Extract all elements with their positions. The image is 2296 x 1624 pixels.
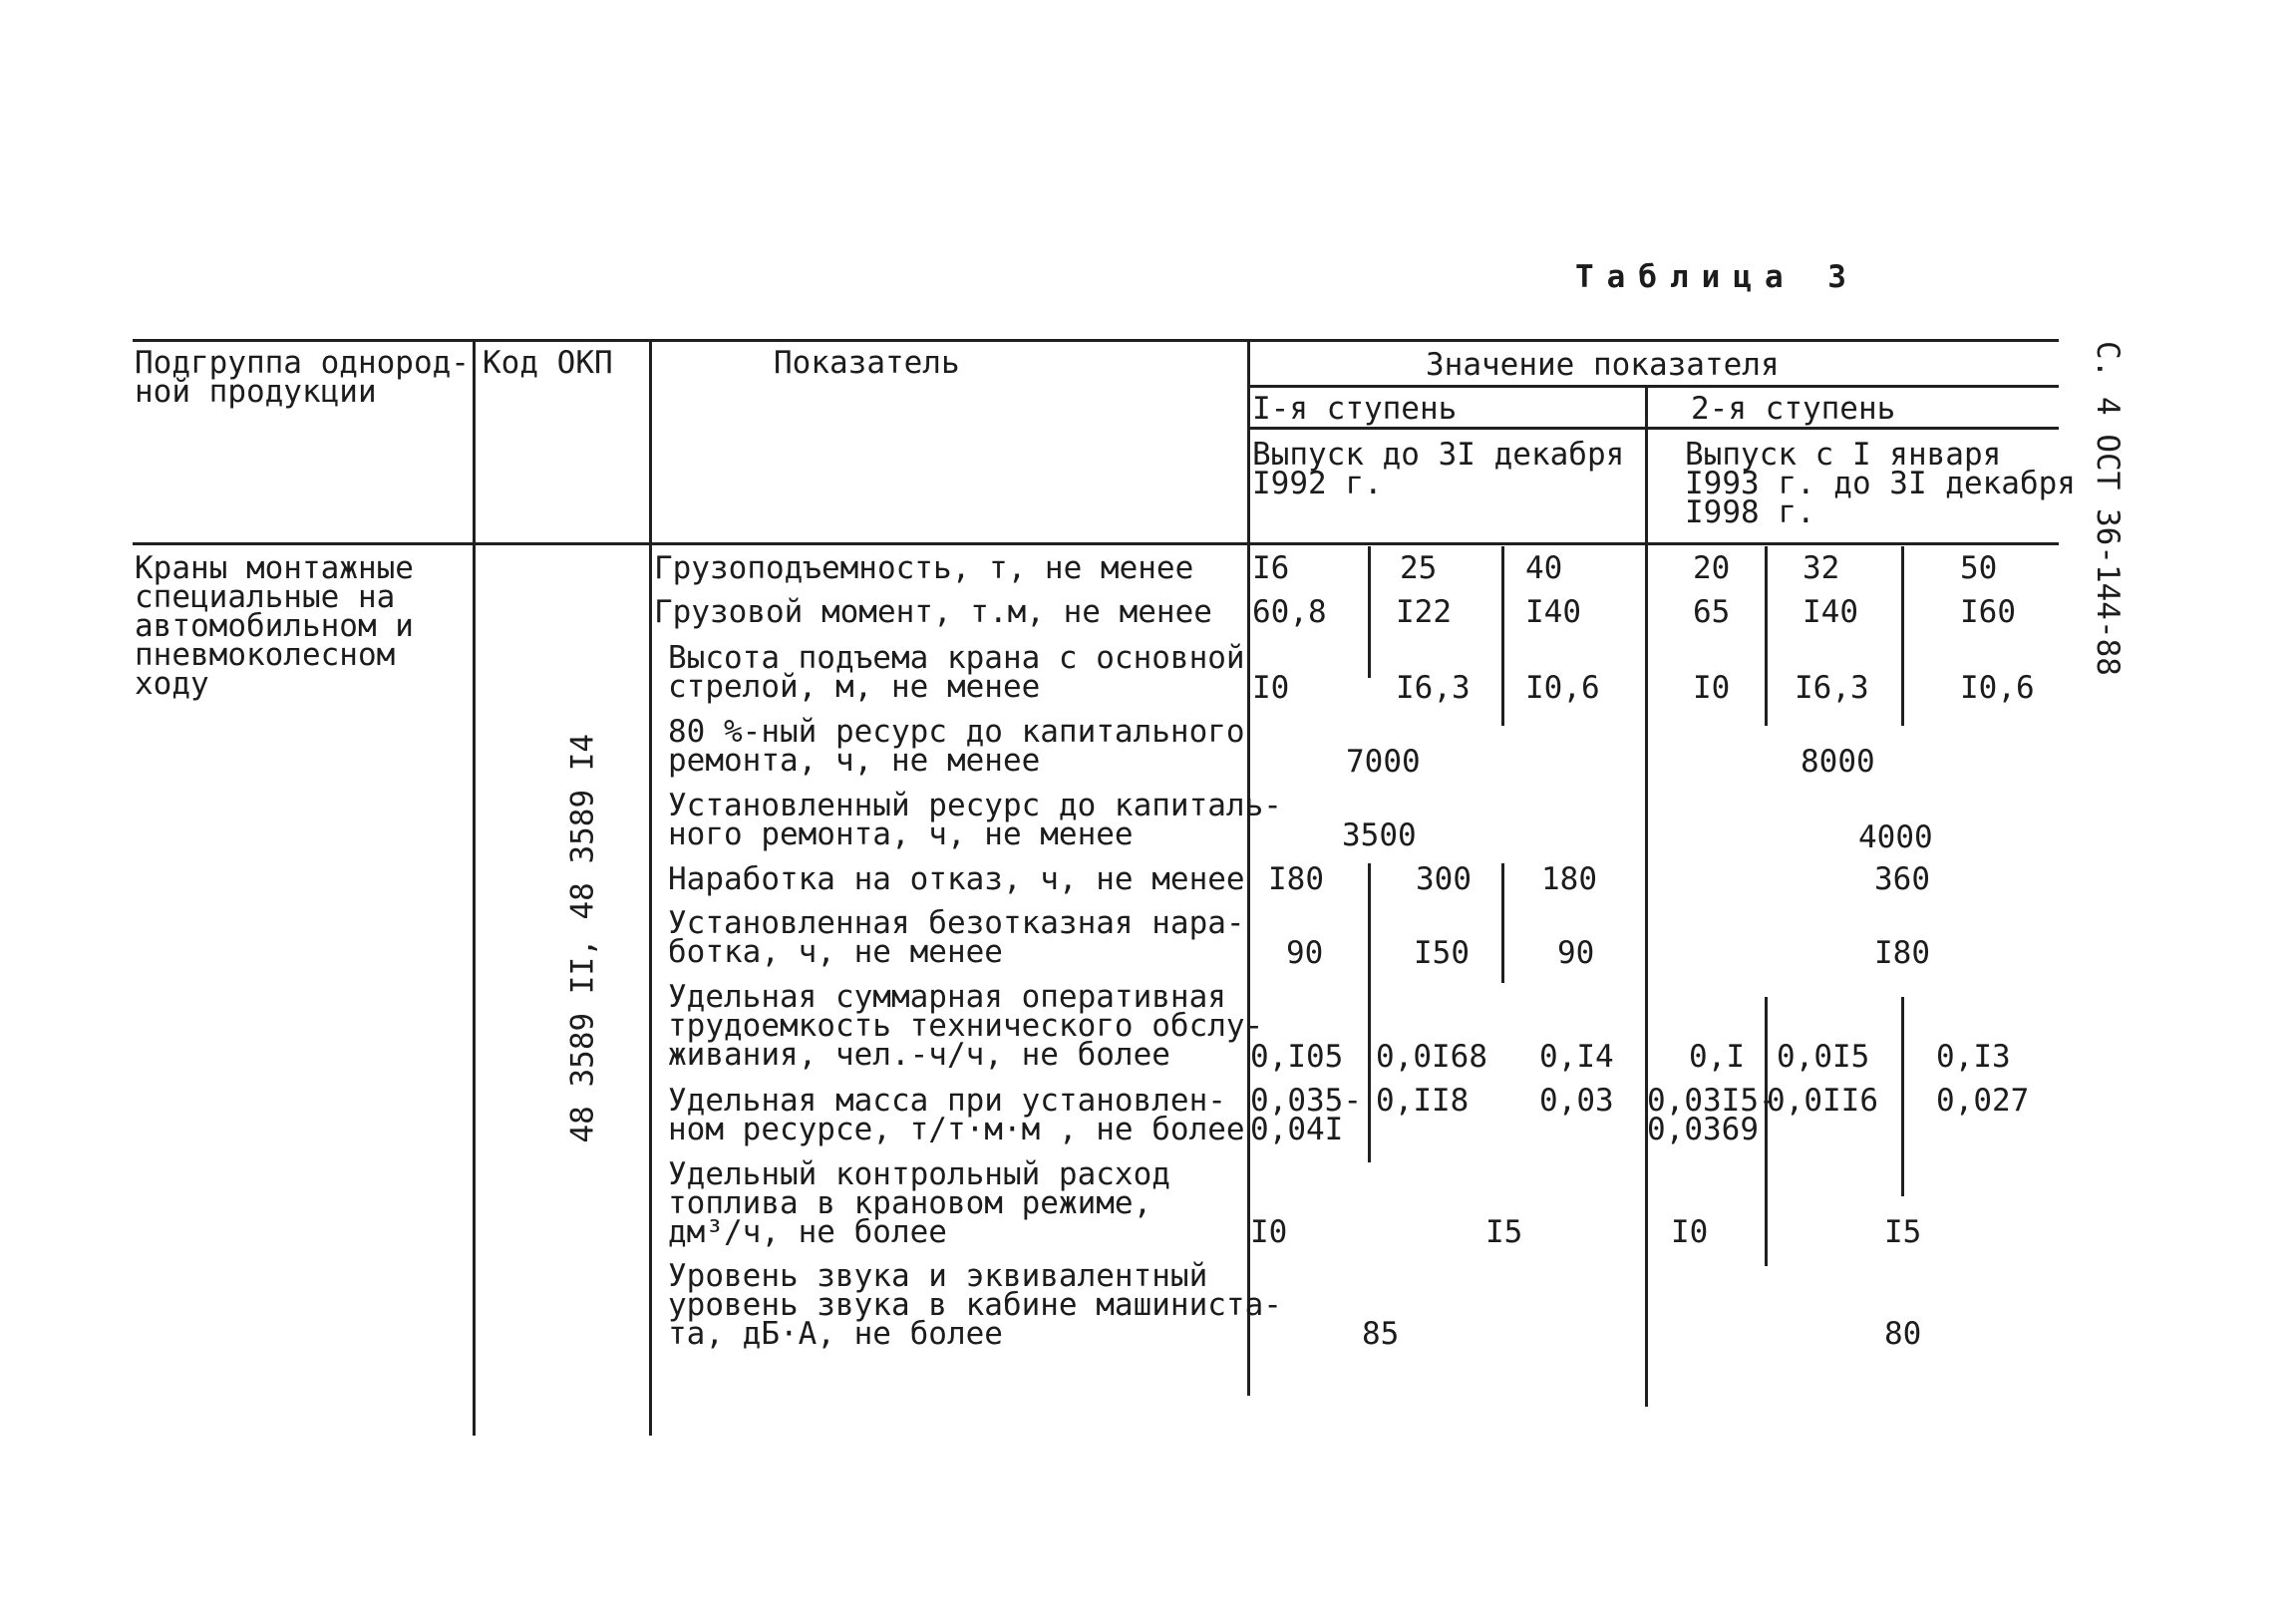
value-cell: I40 [1525, 594, 1581, 630]
value-cell: 0,035- 0,04I [1250, 1083, 1362, 1147]
indicator-row-9: Удельный контрольный расход топлива в крановом режиме, дм³/ч, не более [668, 1156, 1170, 1250]
s2-sep-b [1901, 546, 1904, 726]
s1-sep-d [1501, 863, 1504, 983]
value-cell: 50 [1960, 550, 1998, 586]
value-cell: 32 [1803, 550, 1840, 586]
value-cell: I0,6 [1960, 670, 2035, 706]
value-cell: 0,I05 [1250, 1039, 1344, 1075]
value-cell: 180 [1541, 861, 1597, 897]
value-cell: 25 [1400, 550, 1438, 586]
value-cell: 0,03I5- 0,0369 [1647, 1083, 1778, 1147]
header-code: Код ОКП [483, 345, 613, 381]
value-cell-merged: 4000 [1858, 819, 1933, 855]
value-cell: 40 [1525, 550, 1563, 586]
value-cell: 65 [1693, 594, 1731, 630]
indicator-row-7: Удельная суммарная оперативная трудоемкость технического обслу- живания, чел.-ч/ч, не более [668, 979, 1264, 1073]
header-values-title: Значение показателя [1426, 347, 1780, 383]
indicator-row-0: Грузоподъемность, т, не менее [654, 550, 1194, 586]
value-cell: I60 [1960, 594, 2016, 630]
value-cell: I5 [1485, 1214, 1523, 1250]
okp-code: 48 3589 II, 48 3589 I4 [564, 733, 601, 1143]
value-cell: I50 [1414, 935, 1470, 971]
value-cell-merged: 7000 [1346, 744, 1421, 780]
s2-sep-d [1901, 997, 1904, 1196]
value-cell: I6,3 [1795, 670, 1869, 706]
subgroup-name: Краны монтажные специальные на автомобильном и пневмоколесном ходу [135, 550, 414, 702]
value-cell-merged: 360 [1874, 861, 1930, 897]
value-cell-merged: 8000 [1801, 744, 1875, 780]
values-title-rule [1247, 385, 2059, 388]
value-cell: I40 [1803, 594, 1858, 630]
s1-sep-a [1368, 546, 1371, 678]
header-stage2: 2-я ступень [1691, 391, 1896, 427]
value-cell: 0,I [1689, 1039, 1745, 1075]
value-cell-merged: 80 [1884, 1316, 1922, 1352]
value-cell: I6,3 [1396, 670, 1471, 706]
stage-rule [1247, 427, 2059, 430]
value-cell: I22 [1396, 594, 1452, 630]
value-cell: 0,027 [1936, 1083, 2030, 1119]
header-stage1: I-я ступень [1252, 391, 1458, 427]
header-subgroup: Подгруппа однород- ной продукции [135, 345, 470, 410]
value-cell: I5 [1884, 1214, 1922, 1250]
indicator-row-4: Установленный ресурс до капиталь- ного ремонта, ч, не менее [668, 788, 1282, 852]
table-top-rule [133, 339, 2059, 342]
value-cell: 0,II8 [1376, 1083, 1470, 1119]
header-indicator: Показатель [774, 345, 960, 381]
value-cell: 0,I4 [1539, 1039, 1614, 1075]
indicator-row-2: Высота подъема крана с основной стрелой, м, не менее [668, 640, 1245, 705]
header-stage1-period: Выпуск до 3I декабря I992 г. [1252, 437, 1625, 501]
value-cell: I6 [1252, 550, 1290, 586]
value-cell: I0 [1693, 670, 1731, 706]
indicator-row-1: Грузовой момент, т.м, не менее [654, 594, 1212, 630]
s1-sep-b [1501, 546, 1504, 726]
col-rule-stage [1645, 385, 1648, 1407]
col-rule-code [649, 339, 652, 1436]
indicator-row-5: Наработка на отказ, ч, не менее [668, 861, 1245, 897]
side-note: С. 4 ОСТ 36-144-88 [2090, 341, 2126, 676]
value-cell-merged: 3500 [1342, 817, 1417, 853]
value-cell: 300 [1416, 861, 1472, 897]
indicator-row-6: Установленная безотказная нара- ботка, ч, не менее [668, 905, 1245, 970]
value-cell: 20 [1693, 550, 1731, 586]
indicator-row-3: 80 %-ный ресурс до капитального ремонта, ч, не менее [668, 714, 1245, 779]
value-cell: 0,0I68 [1376, 1039, 1487, 1075]
value-cell: I0 [1252, 670, 1290, 706]
value-cell: 0,03 [1539, 1083, 1614, 1119]
value-cell: I0 [1250, 1214, 1288, 1250]
value-cell: I0,6 [1525, 670, 1600, 706]
col-rule-subgroup [473, 339, 476, 1436]
value-cell-merged: 85 [1362, 1316, 1400, 1352]
value-cell: 90 [1286, 935, 1324, 971]
value-cell: 0,0I5 [1777, 1039, 1870, 1075]
header-stage2-period: Выпуск с I января I993 г. до 3I декабря I998 г. [1685, 437, 2076, 530]
value-cell: I0 [1671, 1214, 1709, 1250]
s2-sep-a [1765, 546, 1768, 726]
value-cell: I80 [1268, 861, 1324, 897]
header-bottom-rule [133, 542, 2059, 545]
indicator-row-10: Уровень звука и эквивалентный уровень звука в кабине машиниста- та, дБ·А, не более [668, 1258, 1282, 1352]
value-cell: 0,I3 [1936, 1039, 2011, 1075]
value-cell-merged: I80 [1874, 935, 1930, 971]
table-title: Таблица 3 [1575, 259, 1859, 295]
value-cell: 0,0II6 [1767, 1083, 1878, 1119]
indicator-row-8: Удельная масса при установлен- ном ресурсе, т/т·м·м , не более [668, 1083, 1245, 1147]
s1-sep-c [1368, 863, 1371, 1162]
value-cell: 60,8 [1252, 594, 1327, 630]
value-cell: 90 [1557, 935, 1595, 971]
